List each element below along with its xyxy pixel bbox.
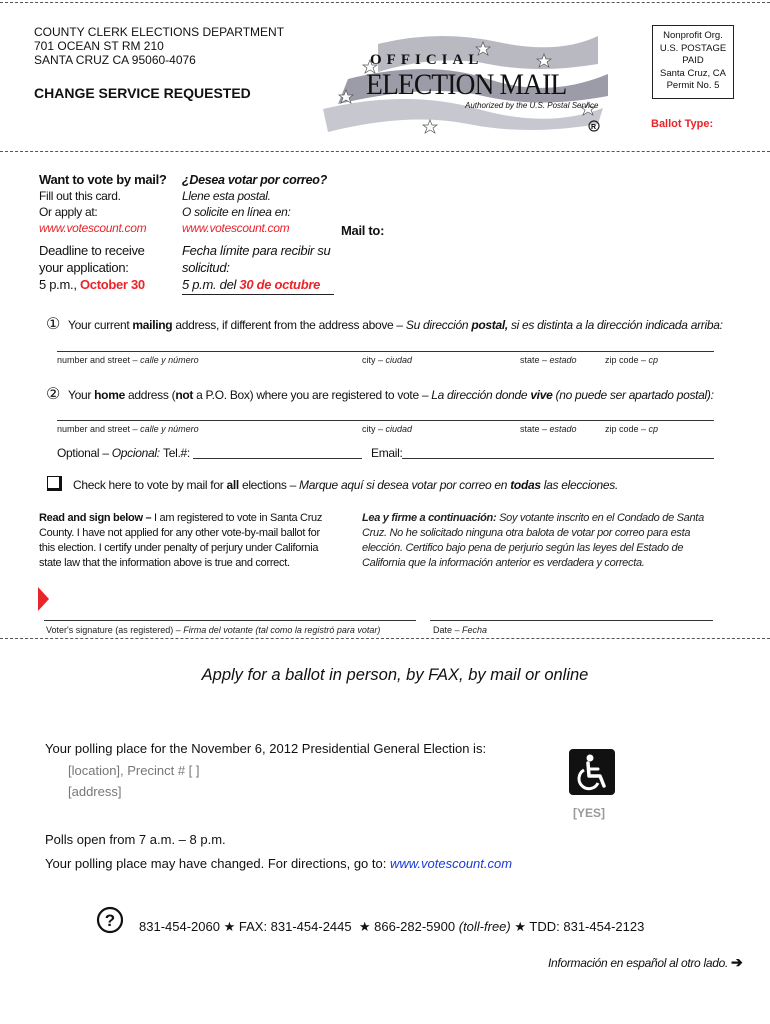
vote-by-mail-english [39, 172, 179, 293]
es-deadline-3-line [182, 276, 334, 295]
caption-text: city – [362, 355, 386, 365]
caption-text-es: estado [549, 424, 577, 434]
item-2-es-b: vive [530, 388, 553, 402]
vote-by-mail-spanish [182, 172, 334, 295]
cert-en-line-4: state law that the information above is true and correct. [39, 557, 290, 569]
accessible-status: [YES] [573, 806, 606, 820]
caption-zip-2 [605, 424, 658, 434]
certification-english [39, 511, 359, 571]
cert-en-line-1 [39, 511, 359, 526]
cert-en-line-2: County. I have not applied for any other vote-by-mail ballot for [39, 527, 320, 539]
caption-state-1 [520, 355, 577, 365]
caption-city-2 [362, 424, 412, 434]
polling-changed-text: Your polling place may have changed. For directions, go to: [45, 856, 390, 871]
postage-line-1: Nonprofit Org. [663, 30, 723, 41]
date-caption [433, 625, 487, 635]
mailing-address-prompt [46, 314, 723, 334]
caption-state-2 [520, 424, 577, 434]
item-1-es-a: Su dirección [405, 318, 472, 332]
change-service-requested: CHANGE SERVICE REQUESTED [34, 85, 251, 101]
cert-es-bold: Lea y firme a continuación: [362, 512, 497, 524]
email-field[interactable] [402, 458, 714, 459]
caption-text-es: cp [648, 424, 659, 434]
wheelchair-icon [569, 749, 615, 795]
caption-text-es: calle y número [140, 424, 199, 434]
sig-caption-text-es: Firma del votante (tal como la registró para votar) [183, 625, 381, 635]
polling-address: [address] [68, 784, 122, 799]
checkbox-es-c: las elecciones. [540, 478, 618, 492]
certification-spanish [362, 511, 722, 571]
caption-text-es: calle y número [140, 355, 199, 365]
caption-text-es: ciudad [385, 355, 413, 365]
item-1-text-a: Your current [68, 318, 133, 332]
caption-text: zip code – [605, 424, 649, 434]
checkbox-text-b: all [226, 478, 239, 492]
spanish-other-side-note [548, 954, 742, 971]
item-2-es-a: La dirección donde [431, 388, 531, 402]
cert-es-line-1 [362, 511, 722, 526]
es-title: ¿Desea votar por correo? [182, 173, 327, 187]
footer-note-text: Información en español al otro lado. [548, 956, 728, 970]
all-elections-label [73, 478, 618, 492]
checkbox-text-a: Check here to vote by mail for [73, 478, 227, 492]
polling-location: [location], Precinct # [ ] [68, 763, 200, 778]
optional-text-es: Opcional: [111, 446, 160, 460]
sig-caption-text: Voter's signature (as registered) – [46, 625, 184, 635]
signature-field[interactable] [44, 620, 416, 621]
optional-label [57, 446, 160, 460]
directions-url-link[interactable]: www.votescount.com [389, 856, 513, 871]
polling-place-line: Your polling place for the November 6, 2012 Presidential General Election is: [45, 741, 487, 756]
caption-text: number and street – [57, 424, 141, 434]
sender-address [34, 25, 284, 67]
caption-text-es: cp [648, 355, 659, 365]
help-question-icon [96, 906, 124, 934]
cert-es-line-4: California que la información anterior es verdadera y correcta. [362, 557, 645, 569]
caption-text: number and street – [57, 355, 141, 365]
es-deadline-3: 5 p.m. del [182, 277, 237, 292]
mailing-address-field[interactable] [57, 351, 714, 352]
caption-city-1 [362, 355, 412, 365]
home-address-prompt [46, 384, 714, 404]
caption-text: state – [520, 424, 550, 434]
arrow-right-icon: ➔ [731, 954, 743, 970]
polling-changed-line [45, 856, 512, 871]
caption-zip-1 [605, 355, 658, 365]
cert-es-line-3: elección. Certifico bajo pena de perjurio según las leyes del Estado de [362, 542, 684, 554]
checkbox-text-c: elections – [238, 478, 300, 492]
sender-line-1: COUNTY CLERK ELECTIONS DEPARTMENT [34, 25, 285, 39]
contact-tdd: TDD: 831-454-2123 [529, 919, 645, 934]
apply-heading: Apply for a ballot in person, by FAX, by mail or online [201, 666, 589, 684]
cert-es-1: Soy votante inscrito en el Condado de Santa [496, 512, 704, 524]
home-address-field[interactable] [57, 420, 714, 421]
en-deadline-date: October 30 [79, 277, 145, 292]
caption-text: state – [520, 355, 550, 365]
sender-line-3: SANTA CRUZ CA 95060-4076 [34, 53, 196, 67]
item-1-text-c: address, if different from the address above – [172, 318, 406, 332]
es-deadline-2: solicitud: [182, 260, 230, 275]
item-1-text-b: mailing [132, 318, 173, 332]
cut-line-1 [0, 151, 770, 152]
postage-line-5: Permit No. 5 [666, 80, 720, 91]
polling-hours: Polls open from 7 a.m. – 8 p.m. [45, 832, 226, 847]
postage-indicia [652, 25, 734, 99]
contact-line [139, 919, 644, 935]
item-2-text-c: address ( [124, 388, 176, 402]
caption-text-es: estado [549, 355, 577, 365]
date-field[interactable] [430, 620, 713, 621]
contact-tollfree-label: (toll-free) [458, 919, 511, 934]
official-election-mail-logo [318, 24, 618, 139]
svg-text:R: R [591, 124, 597, 131]
caption-text: city – [362, 424, 386, 434]
tel-label: Tel.#: [163, 446, 190, 460]
cert-en-bold: Read and sign below – [39, 512, 152, 524]
en-fill: Fill out this card. [39, 189, 121, 203]
tel-field[interactable] [193, 458, 362, 459]
item-2-text-e: a P.O. Box) where you are registered to vote – [193, 388, 432, 402]
contact-tollfree-number: 866-282-5900 [374, 919, 456, 934]
en-deadline-3-line [39, 276, 179, 293]
logo-official-text: OFFICIAL [370, 52, 484, 68]
item-2-text-b: home [94, 388, 125, 402]
item-2-es-c: (no puede ser apartado postal): [552, 388, 714, 402]
caption-text: zip code – [605, 355, 649, 365]
sign-here-arrow-icon [38, 587, 50, 611]
caption-street-2 [57, 424, 199, 434]
postage-line-4: Santa Cruz, CA [660, 67, 726, 79]
es-fill: Llene esta postal. [182, 189, 271, 203]
cert-es-line-2: Cruz. No he solicitado ninguna otra balota de votar por correo para esta [362, 527, 691, 539]
item-1-es-c: si es distinta a la dirección indicada arriba: [507, 318, 723, 332]
email-label: Email: [371, 446, 403, 460]
es-deadline-date: 30 de octubre [239, 277, 321, 292]
item-2-text-a: Your [68, 388, 95, 402]
en-deadline-1: Deadline to receive [39, 243, 145, 258]
en-deadline-2: your application: [39, 260, 129, 275]
item-2-text-d: not [175, 388, 194, 402]
optional-text: Optional – [57, 446, 112, 460]
star-icon: ★ [223, 919, 236, 934]
star-icon: ★ [514, 919, 527, 934]
item-1-number: ① [46, 316, 61, 333]
en-title: Want to vote by mail? [39, 172, 167, 187]
item-2-number: ② [46, 386, 61, 403]
item-1-es-b: postal, [471, 318, 508, 332]
es-deadline-1: Fecha límite para recibir su [182, 243, 331, 258]
postage-line-3: PAID [682, 55, 704, 66]
logo-election-mail-text: ELECTION MAIL [366, 68, 567, 101]
checkbox-es-b: todas [510, 478, 541, 492]
date-caption-text-es: Fecha [462, 625, 488, 635]
date-caption-text: Date – [433, 625, 463, 635]
postage-line-2: U.S. POSTAGE [659, 42, 727, 54]
caption-street-1 [57, 355, 199, 365]
en-apply: Or apply at: [39, 205, 98, 219]
logo-authorized-text: Authorized by the U.S. Postal Service [465, 101, 599, 110]
star-icon: ★ [358, 919, 371, 934]
checkbox-es-a: Marque aquí si desea votar por correo en [299, 478, 511, 492]
signature-caption [46, 625, 380, 635]
all-elections-checkbox[interactable] [47, 476, 62, 491]
es-apply: O solicite en línea en: [182, 205, 291, 219]
caption-text-es: ciudad [385, 424, 413, 434]
question-circle-icon [96, 906, 124, 934]
cert-en-1: I am registered to vote in Santa Cruz [151, 512, 323, 524]
es-url-link[interactable]: www.votescount.com [182, 221, 290, 235]
contact-fax: FAX: 831-454-2445 [238, 919, 352, 934]
ballot-type-label: Ballot Type: [651, 118, 714, 130]
sender-line-2: 701 OCEAN ST RM 210 [34, 39, 164, 53]
en-deadline-3: 5 p.m., [39, 277, 77, 292]
mail-to-label: Mail to: [341, 223, 385, 238]
en-url-link[interactable]: www.votescount.com [39, 221, 147, 235]
contact-phone: 831-454-2060 [139, 919, 220, 934]
cut-line-top [0, 2, 770, 3]
cert-en-line-3: this election. I certify under penalty of perjury under California [39, 542, 319, 554]
wheelchair-accessible-icon [569, 749, 615, 795]
cut-line-2 [0, 638, 770, 639]
svg-text:?: ? [104, 911, 116, 930]
